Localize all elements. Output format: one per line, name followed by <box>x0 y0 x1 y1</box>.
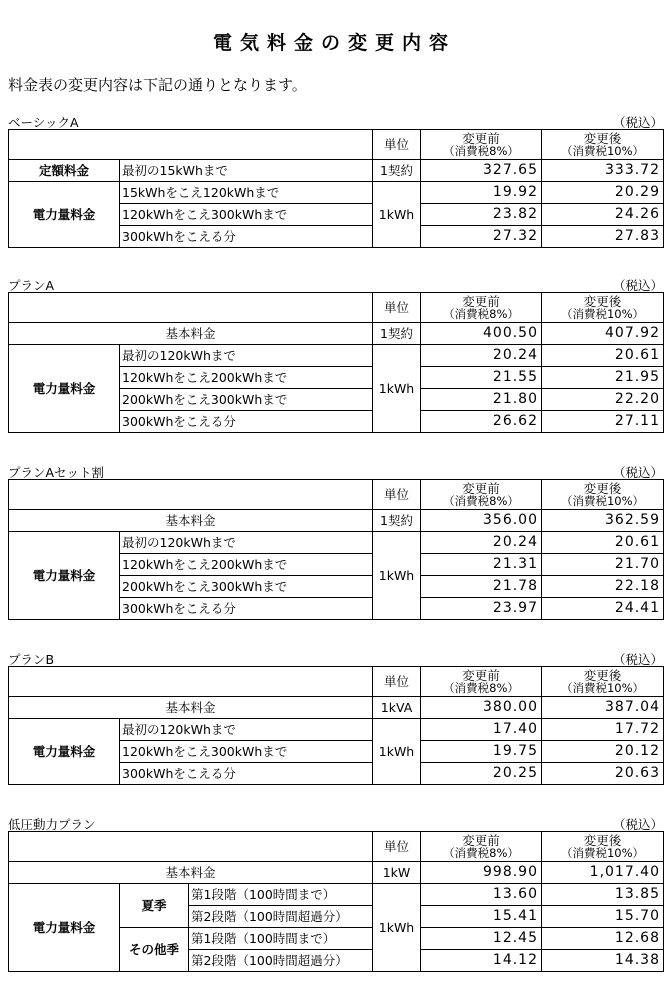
energy-label: 電力量料金 <box>9 884 120 972</box>
base-before: 356.00 <box>421 510 542 532</box>
tier-before: 21.80 <box>421 389 542 411</box>
tier-before: 13.60 <box>421 884 542 906</box>
tier-before: 21.55 <box>421 367 542 389</box>
rate-table-low-voltage <box>8 831 664 972</box>
tier-before: 14.12 <box>421 950 542 972</box>
rate-table-basic-a <box>8 129 664 248</box>
tier-after: 22.18 <box>542 576 664 598</box>
tier-after: 27.83 <box>542 226 664 248</box>
table-header-row <box>9 832 664 862</box>
energy-unit: 1kWh <box>373 345 421 433</box>
tier-before: 26.62 <box>421 411 542 433</box>
intro-text: 料金表の変更内容は下記の通りとなります。 <box>8 76 307 94</box>
header-before: 変更前 （消費税8%） <box>421 480 542 510</box>
tier-before: 23.82 <box>421 204 542 226</box>
season-other: その他季 <box>120 928 189 972</box>
header-after: 変更後 （消費税10%） <box>542 130 664 160</box>
header-unit: 単位 <box>373 667 421 697</box>
tier-before: 19.75 <box>421 741 542 763</box>
energy-unit: 1kWh <box>373 532 421 620</box>
table-row <box>9 510 664 532</box>
header-unit: 単位 <box>373 480 421 510</box>
tier-item: 第1段階（100時間まで） <box>189 928 373 950</box>
tier-after: 14.38 <box>542 950 664 972</box>
energy-label: 電力量料金 <box>9 532 120 620</box>
tier-item: 120kWhをこえ200kWhまで <box>120 554 373 576</box>
header-unit: 単位 <box>373 130 421 160</box>
base-label: 基本料金 <box>9 862 373 884</box>
energy-unit: 1kWh <box>373 182 421 248</box>
tier-after: 13.85 <box>542 884 664 906</box>
tier-before: 20.24 <box>421 345 542 367</box>
tier-item: 300kWhをこえる分 <box>120 411 373 433</box>
section-title: ベーシックA <box>8 115 79 130</box>
base-before: 400.50 <box>421 323 542 345</box>
header-after: 変更後 （消費税10%） <box>542 480 664 510</box>
tier-after: 21.70 <box>542 554 664 576</box>
tier-after: 20.61 <box>542 345 664 367</box>
table-row <box>9 862 664 884</box>
tier-item: 第2段階（100時間超過分） <box>189 950 373 972</box>
tier-item: 120kWhをこえ300kWhまで <box>120 204 373 226</box>
tier-before: 19.92 <box>421 182 542 204</box>
base-unit: 1契約 <box>373 160 421 182</box>
base-unit: 1契約 <box>373 323 421 345</box>
section-plan-a <box>8 276 663 433</box>
base-label: 基本料金 <box>9 697 373 719</box>
header-unit: 単位 <box>373 293 421 323</box>
base-after: 407.92 <box>542 323 664 345</box>
base-unit: 1契約 <box>373 510 421 532</box>
energy-unit: 1kWh <box>373 719 421 785</box>
section-low-voltage <box>8 815 663 972</box>
header-after: 変更後 （消費税10%） <box>542 667 664 697</box>
base-after: 362.59 <box>542 510 664 532</box>
tier-item: 最初の120kWhまで <box>120 345 373 367</box>
energy-label: 電力量料金 <box>9 345 120 433</box>
tax-note: （税込） <box>612 115 663 130</box>
tier-item: 300kWhをこえる分 <box>120 226 373 248</box>
base-item: 最初の15kWhまで <box>120 160 373 182</box>
tier-after: 22.20 <box>542 389 664 411</box>
tier-item: 15kWhをこえ120kWhまで <box>120 182 373 204</box>
tier-before: 27.32 <box>421 226 542 248</box>
tier-before: 20.25 <box>421 763 542 785</box>
page-title: 電気料金の変更内容 <box>212 32 456 54</box>
tier-after: 20.61 <box>542 532 664 554</box>
tier-item: 最初の120kWhまで <box>120 532 373 554</box>
season-summer: 夏季 <box>120 884 189 928</box>
table-header-row <box>9 293 664 323</box>
tier-after: 17.72 <box>542 719 664 741</box>
base-before: 998.90 <box>421 862 542 884</box>
tier-after: 24.26 <box>542 204 664 226</box>
table-header-row <box>9 480 664 510</box>
rate-table-plan-a <box>8 292 664 433</box>
tier-after: 20.12 <box>542 741 664 763</box>
table-row <box>9 182 664 204</box>
tier-item: 300kWhをこえる分 <box>120 763 373 785</box>
rate-table-plan-b <box>8 666 664 785</box>
table-header-row <box>9 130 664 160</box>
section-plan-a-set <box>8 463 663 620</box>
energy-unit: 1kWh <box>373 884 421 972</box>
energy-label: 電力量料金 <box>9 719 120 785</box>
tax-note: （税込） <box>612 278 663 293</box>
table-row <box>9 160 664 182</box>
tier-item: 200kWhをこえ300kWhまで <box>120 389 373 411</box>
table-row <box>9 884 664 906</box>
base-before: 380.00 <box>421 697 542 719</box>
tier-after: 20.63 <box>542 763 664 785</box>
tier-item: 第1段階（100時間まで） <box>189 884 373 906</box>
tier-item: 120kWhをこえ300kWhまで <box>120 741 373 763</box>
tax-note: （税込） <box>612 817 663 832</box>
tier-before: 21.31 <box>421 554 542 576</box>
tier-item: 最初の120kWhまで <box>120 719 373 741</box>
table-row <box>9 345 664 367</box>
header-before: 変更前 （消費税8%） <box>421 293 542 323</box>
tier-before: 15.41 <box>421 906 542 928</box>
tier-after: 12.68 <box>542 928 664 950</box>
table-row <box>9 697 664 719</box>
tier-item: 第2段階（100時間超過分） <box>189 906 373 928</box>
tier-before: 20.24 <box>421 532 542 554</box>
header-after: 変更後 （消費税10%） <box>542 293 664 323</box>
header-after: 変更後 （消費税10%） <box>542 832 664 862</box>
tier-item: 120kWhをこえ200kWhまで <box>120 367 373 389</box>
tier-after: 21.95 <box>542 367 664 389</box>
header-before: 変更前 （消費税8%） <box>421 832 542 862</box>
base-after: 387.04 <box>542 697 664 719</box>
tier-before: 23.97 <box>421 598 542 620</box>
base-after: 333.72 <box>542 160 664 182</box>
tier-before: 21.78 <box>421 576 542 598</box>
header-before: 変更前 （消費税8%） <box>421 130 542 160</box>
section-title: プランA <box>8 278 55 293</box>
tax-note: （税込） <box>612 465 663 480</box>
section-basic-a <box>8 113 663 248</box>
tier-item: 300kWhをこえる分 <box>120 598 373 620</box>
table-header-row <box>9 667 664 697</box>
tier-before: 12.45 <box>421 928 542 950</box>
section-title: プランB <box>8 652 55 667</box>
base-unit: 1kVA <box>373 697 421 719</box>
tier-after: 15.70 <box>542 906 664 928</box>
section-title: 低圧動力プラン <box>8 817 96 832</box>
table-row <box>9 719 664 741</box>
tier-after: 20.29 <box>542 182 664 204</box>
base-label: 定額料金 <box>9 160 120 182</box>
tax-note: （税込） <box>612 652 663 667</box>
section-title: プランAセット割 <box>8 465 105 480</box>
tier-after: 24.41 <box>542 598 664 620</box>
table-row <box>9 323 664 345</box>
section-plan-b <box>8 650 663 785</box>
energy-label: 電力量料金 <box>9 182 120 248</box>
base-label: 基本料金 <box>9 510 373 532</box>
header-before: 変更前 （消費税8%） <box>421 667 542 697</box>
base-before: 327.65 <box>421 160 542 182</box>
base-unit: 1kW <box>373 862 421 884</box>
header-unit: 単位 <box>373 832 421 862</box>
tier-before: 17.40 <box>421 719 542 741</box>
base-after: 1,017.40 <box>542 862 664 884</box>
table-row <box>9 532 664 554</box>
rate-table-plan-a-set <box>8 479 664 620</box>
tier-after: 27.11 <box>542 411 664 433</box>
base-label: 基本料金 <box>9 323 373 345</box>
tier-item: 200kWhをこえ300kWhまで <box>120 576 373 598</box>
